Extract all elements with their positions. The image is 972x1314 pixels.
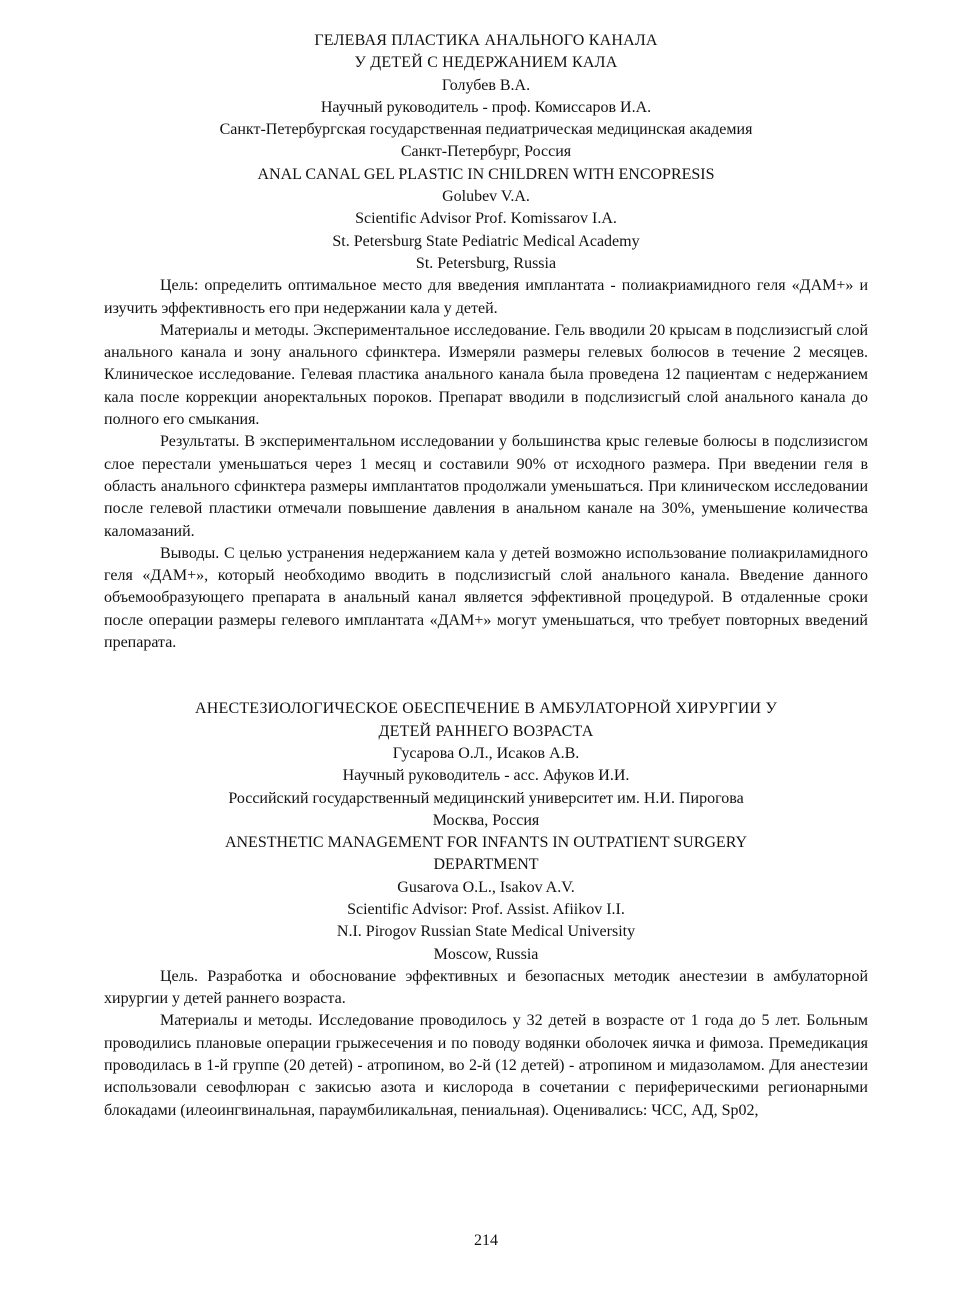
article-2-city: Москва, Россия (432, 811, 540, 829)
article-1-institution: Санкт-Петербургская государственная педиатрическая медицинская академия (219, 121, 753, 139)
article-2-authors-en: Gusarova O.L., Isakov A.V. (397, 878, 575, 896)
article-2-title-en-line-1: ANESTHETIC MANAGEMENT FOR INFANTS IN OUTPATIENT SURGERY (224, 834, 748, 852)
article-1-authors: Голубев В.А. (441, 76, 531, 94)
article-1-title-en: ANAL CANAL GEL PLASTIC IN CHILDREN WITH ENCOPRESIS (257, 165, 715, 183)
article-1-results-paragraph: Результаты. В экспериментальном исследовании у большинства крыс гелевые болюсы в подслизисгом слое перестали уменьшаться через 1 месяц и составили 90% от исходного размера. При введении геля в область анального сфинктера размеры имплантатов продолжали уменьшаться. При клиническом исследовании после гелевой пластики отмечали повышение давления в анальном канале на 30%, уменьшение количества каломазаний. (104, 433, 868, 540)
article-1-authors-en: Golubev V.A. (442, 188, 530, 206)
section-spacer (104, 654, 868, 698)
article-1-title-line-2: У ДЕТЕЙ С НЕДЕРЖАНИЕМ КАЛА (354, 54, 618, 72)
article-1-institution-en: St. Petersburg State Pediatric Medical Academy (332, 232, 640, 250)
article-2-advisor: Научный руководитель - асс. Афуков И.И. (342, 767, 630, 785)
article-1-conclusions-paragraph: Выводы. С целью устранения недержанием кала у детей возможно использование полиакриламидного геля «ДАМ+», который необходимо вводить в подслизисгый слой анального канала. Введение данного объемообразующего препарата в анальный канал является эффективной процедурой. В отдаленные сроки после операции размеры гелевого имплантата «ДАМ+» могут уменьшаться, что требует повторных введений препарата. (104, 544, 868, 652)
article-2-title-en-line-2: DEPARTMENT (433, 856, 539, 874)
article-2-aim-paragraph: Цель. Разработка и обоснование эффективных и безопасных методик анестезии в амбулаторной хирургии у детей раннего возраста. (104, 967, 868, 1008)
article-2-title-line-1: АНЕСТЕЗИОЛОГИЧЕСКОЕ ОБЕСПЕЧЕНИЕ В АМБУЛАТОРНОЙ ХИРУРГИИ У (194, 700, 778, 718)
article-2-advisor-en: Scientific Advisor: Prof. Assist. Afiikov I.I. (347, 900, 625, 918)
article-1-city-en: St. Petersburg, Russia (415, 254, 557, 272)
article-1-aim-paragraph: Цель: определить оптимальное место для введения имплантата - полиакриамидного геля «ДАМ+» и изучить эффективность его при недержании кала у детей. (104, 277, 868, 317)
article-2-city-en: Moscow, Russia (433, 945, 539, 963)
article-1-methods-paragraph: Материалы и методы. Экспериментальное исследование. Гель вводили 20 крысам в подслизисгый слой анального канала и зону анального сфинктера. Измеряли размеры гелевых болюсов в течение 2 месяцев. Клиническое исследование. Гелевая пластика анального канала была проведена 12 пациентам с недержанием кала после коррекции аноректальных пороков. Препарат вводили в подслизисгый слой анального канала до полного его смыкания. (104, 321, 868, 429)
article-1-advisor: Научный руководитель - проф. Комиссаров И.А. (320, 98, 652, 116)
page-number: 214 (474, 1232, 498, 1249)
article-1-advisor-en: Scientific Advisor Prof. Komissarov I.A. (355, 210, 617, 228)
document-page (104, 30, 868, 1122)
article-2-institution: Российский государственный медицинский университет им. Н.И. Пирогова (228, 789, 744, 807)
article-1-city: Санкт-Петербург, Россия (400, 143, 572, 161)
article-2-authors: Гусарова О.Л., Исаков А.В. (392, 744, 580, 762)
article-2 (104, 698, 868, 1122)
article-1-title-line-1: ГЕЛЕВАЯ ПЛАСТИКА АНАЛЬНОГО КАНАЛА (314, 32, 658, 49)
article-2-methods-paragraph: Материалы и методы. Исследование проводилось у 32 детей в возрасте от 1 года до 5 лет. Больным проводились плановые операции грыжесечения и по поводу водянки оболочек яичка и фимоза. Премедикация проводилась в 1-й группе (20 детей) - атропином, во 2-й (12 детей) - атропином и мидазоламом. Для анестезии использовали севофлюран с закисью азота и кислорода в сочетании с периферическими регионарными блокадами (илеоингвинальная, параумбиликальная, пениальная). Оценивались: ЧСС, АД, Sp02, (104, 1012, 868, 1119)
article-2-institution-en: N.I. Pirogov Russian State Medical University (336, 923, 636, 941)
article-1 (104, 30, 868, 654)
article-2-title-line-2: ДЕТЕЙ РАННЕГО ВОЗРАСТА (378, 722, 594, 740)
